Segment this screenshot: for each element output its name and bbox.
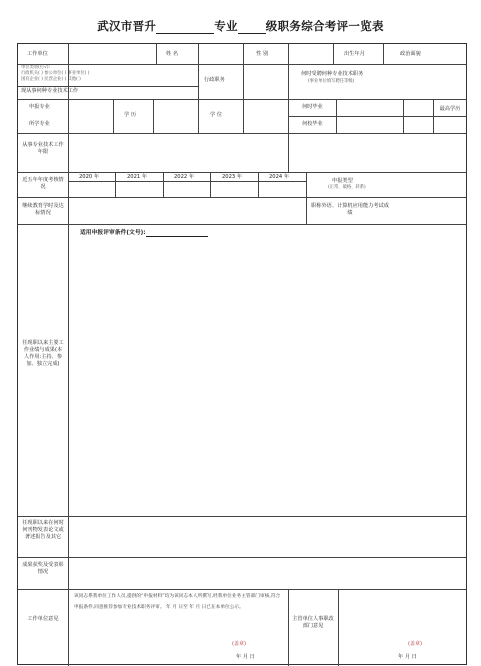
row-divider xyxy=(18,197,466,198)
row-divider xyxy=(18,64,466,65)
unit-date-line: 年 月 日 xyxy=(236,654,255,660)
row-divider xyxy=(18,86,198,87)
column-divider xyxy=(113,99,114,133)
awards-label: 成果获奖及受表彰情况 xyxy=(22,562,64,575)
column-divider xyxy=(156,44,157,64)
column-divider xyxy=(210,172,211,197)
foreign-lang-label: 职称外语、计算机应用能力考试成绩 xyxy=(311,203,389,216)
highest-degree-label: 最高学历 xyxy=(439,106,461,112)
column-divider xyxy=(288,589,289,666)
column-divider xyxy=(68,44,69,666)
column-divider xyxy=(243,64,244,99)
apply-type-note: (正常、破格、转系) xyxy=(328,185,366,190)
prior-qual-note: (事业单位填写聘任等级) xyxy=(308,79,355,84)
row-divider xyxy=(18,557,466,558)
title-blank-2 xyxy=(238,21,266,34)
year-2023: 2023 年 xyxy=(222,174,243,180)
column-divider xyxy=(433,99,434,133)
school-major-label: 所学专业 xyxy=(29,121,50,127)
current-work-label: 现从事何种专业技术工作 xyxy=(21,88,79,94)
row-divider xyxy=(18,224,466,225)
column-divider xyxy=(153,99,154,133)
year-2024: 2024 年 xyxy=(269,174,290,180)
column-divider xyxy=(338,589,339,666)
papers-label: 任现职以来在何时何刊物发表论文或著述报告及其它 xyxy=(22,520,64,540)
unit-seal: (盖章) xyxy=(232,641,246,647)
prior-qual-label: 何时受聘何种专业技术职务 xyxy=(301,71,364,77)
continuing-edu-label: 继续教育学时及达标情况 xyxy=(22,203,64,216)
conditions-text: 适用申报评审条件(文号): xyxy=(80,230,146,236)
birth-label: 出生年月 xyxy=(344,51,365,57)
row-divider xyxy=(18,133,466,134)
work-summary-label: 任现职以来主要工作业绩与成果(本人作用:主持、参加、独立完成) xyxy=(22,340,64,367)
column-divider xyxy=(383,44,384,64)
row-divider xyxy=(18,589,466,590)
column-divider xyxy=(288,44,289,172)
title-prefix: 武汉市晋升 xyxy=(97,19,157,33)
column-divider xyxy=(336,99,337,133)
title-suffix: 级职务综合考评一览表 xyxy=(265,19,384,33)
title-blank-1 xyxy=(156,21,214,34)
column-divider xyxy=(163,172,164,197)
gender-label: 性 别 xyxy=(256,51,269,57)
unit-recommendation-text: 该同志系我单位工作人员,提供的“申报材料”均为该同志本人所撰写,经我单位业务主管部门审核,符合申报条件,同意推荐参加专业技术职务评审。 年 月 日至 年 月 日已在本单位公示。 xyxy=(74,594,281,610)
apply-type-label: 申报类型 xyxy=(332,178,353,184)
annual-review-label: 近五年年度考核情况 xyxy=(22,177,64,190)
conditions-label xyxy=(80,230,208,237)
work-unit-label: 工作单位 xyxy=(27,51,48,57)
title-middle: 专业 xyxy=(214,19,238,33)
grad-when-label: 何时毕业 xyxy=(302,104,323,110)
name-label: 姓 名 xyxy=(166,51,179,57)
unit-type-line-2: 行政机关( ) 参公单位( ) 事业单位( ) xyxy=(21,71,90,76)
row-divider xyxy=(68,181,306,182)
column-divider xyxy=(243,44,244,64)
column-divider xyxy=(306,172,307,224)
unit-opinion-label: 工作单位意见 xyxy=(27,616,59,622)
unit-type-line-3: 国有企业( ) 民营企业( ) 其他( ) xyxy=(21,77,81,82)
form-title xyxy=(0,18,481,34)
admin-post-label: 行政职务 xyxy=(204,77,225,83)
column-divider xyxy=(243,99,244,133)
year-2022: 2022 年 xyxy=(174,174,195,180)
grad-school-label: 何校毕业 xyxy=(302,121,323,127)
column-divider xyxy=(333,44,334,64)
unit-type-line-1: 单位类别(打√): xyxy=(21,65,51,70)
year-2021: 2021 年 xyxy=(127,174,148,180)
column-divider xyxy=(258,172,259,197)
evaluation-table xyxy=(17,43,467,665)
column-divider xyxy=(403,99,404,133)
column-divider xyxy=(198,44,199,133)
politics-label: 政治面貌 xyxy=(400,51,421,57)
row-divider xyxy=(288,116,466,117)
hr-seal: (盖章) xyxy=(408,641,422,647)
hr-opinion-label: 主管单位人事职改部门意见 xyxy=(292,616,334,629)
row-divider xyxy=(18,99,466,100)
column-divider xyxy=(115,172,116,197)
hr-date-line: 年 月 日 xyxy=(398,654,417,660)
apply-major-label: 申报专业 xyxy=(29,104,50,110)
degree-label: 学 位 xyxy=(210,112,223,118)
education-label: 学 历 xyxy=(124,112,137,118)
work-since-label: 从事专业技术工作年限 xyxy=(22,142,64,155)
year-2020: 2020 年 xyxy=(79,174,100,180)
row-divider xyxy=(18,516,466,517)
conditions-blank xyxy=(146,230,208,237)
row-divider xyxy=(18,172,466,173)
